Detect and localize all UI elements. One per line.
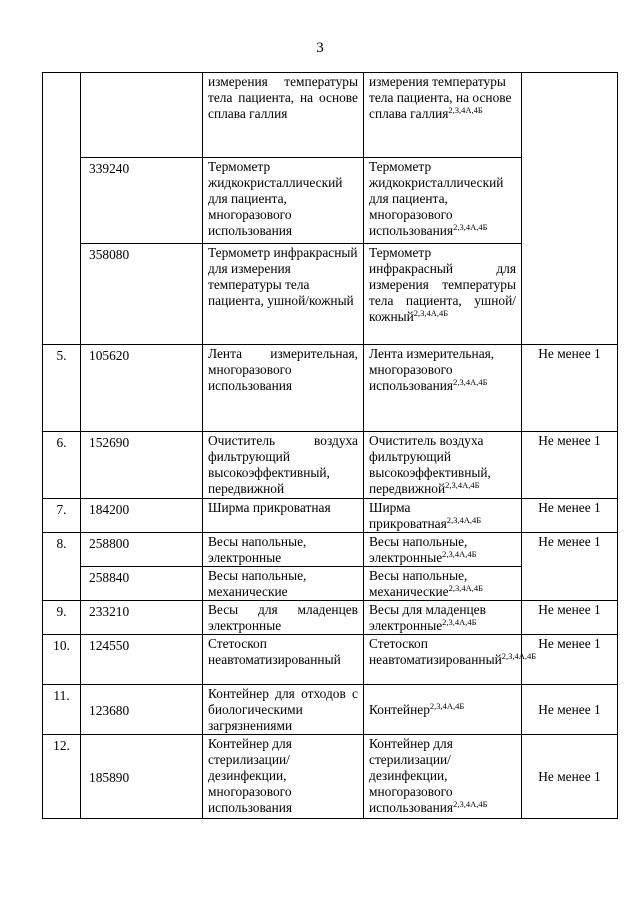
quantity-cell: Не менее 1 — [522, 533, 618, 601]
name-cell: измерения температуры тела пациента, на основе сплава галлия — [203, 73, 364, 158]
name-cell: Весы напольные, механические — [203, 567, 364, 601]
name-cell: Контейнер для отходов с биологическими загрязнениями — [203, 685, 364, 735]
requirement-cell: Очиститель воздуха фильтрующий высокоэффективный, передвижной$^{2,3,4А,4Б}$ — [364, 432, 522, 499]
requirement-cell: Ширма прикроватная$^{2,3,4А,4Б}$ — [364, 499, 522, 533]
name-cell: Лента измерительная, многоразового использования — [203, 345, 364, 432]
code-cell: 258840 — [81, 567, 203, 601]
quantity-cell: Не менее 1 — [522, 601, 618, 635]
requirement-cell: Весы напольные, электронные$^{2,3,4А,4Б}$ — [364, 533, 522, 567]
row-number-cell: 11. — [43, 685, 81, 735]
name-cell: Контейнер для стерилизации/ дезинфекции, многоразового использования — [203, 735, 364, 819]
row-number-cell: 10. — [43, 635, 81, 685]
requirement-cell: Контейнер для стерилизации/ дезинфекции, многоразового использования$^{2,3,4А,4Б}$ — [364, 735, 522, 819]
code-cell — [81, 73, 203, 158]
requirement-cell: Весы напольные, механические$^{2,3,4А,4Б}$ — [364, 567, 522, 601]
row-number-cell: 9. — [43, 601, 81, 635]
table-row — [43, 73, 618, 158]
code-cell: 184200 — [81, 499, 203, 533]
requirement-cell: Лента измерительная, многоразового использования$^{2,3,4А,4Б}$ — [364, 345, 522, 432]
code-cell: 258800 — [81, 533, 203, 567]
name-cell: Весы напольные, электронные — [203, 533, 364, 567]
table-row — [43, 345, 618, 432]
code-cell: 358080 — [81, 244, 203, 345]
row-number-cell: 5. — [43, 345, 81, 432]
row-number-cell: 12. — [43, 735, 81, 819]
requirement-cell: Термометр жидкокристаллический для пациента, многоразового использования$^{2,3,4А,4Б}$ — [364, 158, 522, 244]
row-number-cell: 8. — [43, 533, 81, 601]
name-cell: Стетоскоп неавтоматизированный — [203, 635, 364, 685]
quantity-cell — [522, 73, 618, 345]
table-row — [43, 685, 618, 735]
code-cell: 124550 — [81, 635, 203, 685]
table-row — [43, 735, 618, 819]
requirement-cell: Контейнер$^{2,3,4А,4Б}$ — [364, 685, 522, 735]
code-cell: 152690 — [81, 432, 203, 499]
table-row — [43, 601, 618, 635]
row-number-cell — [43, 73, 81, 345]
page-number: 3 — [316, 40, 324, 56]
requirement-cell: измерения температуры тела пациента, на основе сплава галлия$^{2,3,4А,4Б}$ — [364, 73, 522, 158]
row-number-cell: 7. — [43, 499, 81, 533]
name-cell: Ширма прикроватная — [203, 499, 364, 533]
code-cell: 233210 — [81, 601, 203, 635]
quantity-cell: Не менее 1 — [522, 345, 618, 432]
name-cell: Термометр жидкокристаллический для пациента, многоразового использования — [203, 158, 364, 244]
table-row — [43, 533, 618, 567]
code-cell: 105620 — [81, 345, 203, 432]
quantity-cell: Не менее 1 — [522, 635, 618, 685]
name-cell: Весы для младенцев электронные — [203, 601, 364, 635]
code-cell: 185890 — [81, 735, 203, 819]
quantity-cell: Не менее 1 — [522, 735, 618, 819]
code-cell: 123680 — [81, 685, 203, 735]
requirement-cell: Стетоскоп неавтоматизированный$^{2,3,4А,4Б}$ — [364, 635, 522, 685]
quantity-cell: Не менее 1 — [522, 432, 618, 499]
name-cell: Очиститель воздуха фильтрующий высокоэффективный, передвижной — [203, 432, 364, 499]
table-row — [43, 499, 618, 533]
table-row — [43, 432, 618, 499]
requirement-cell: Весы для младенцев электронные$^{2,3,4А,4Б}$ — [364, 601, 522, 635]
quantity-cell: Не менее 1 — [522, 499, 618, 533]
requirement-cell: Термометр инфракрасный для измерения температуры тела пациента, ушной/кожный$^{2,3,4А,4Б}$ — [364, 244, 522, 345]
equipment-table — [42, 72, 618, 819]
code-cell: 339240 — [81, 158, 203, 244]
table-row — [43, 635, 618, 685]
quantity-cell: Не менее 1 — [522, 685, 618, 735]
name-cell: Термометр инфракрасный для измерения температуры тела пациента, ушной/кожный — [203, 244, 364, 345]
row-number-cell: 6. — [43, 432, 81, 499]
